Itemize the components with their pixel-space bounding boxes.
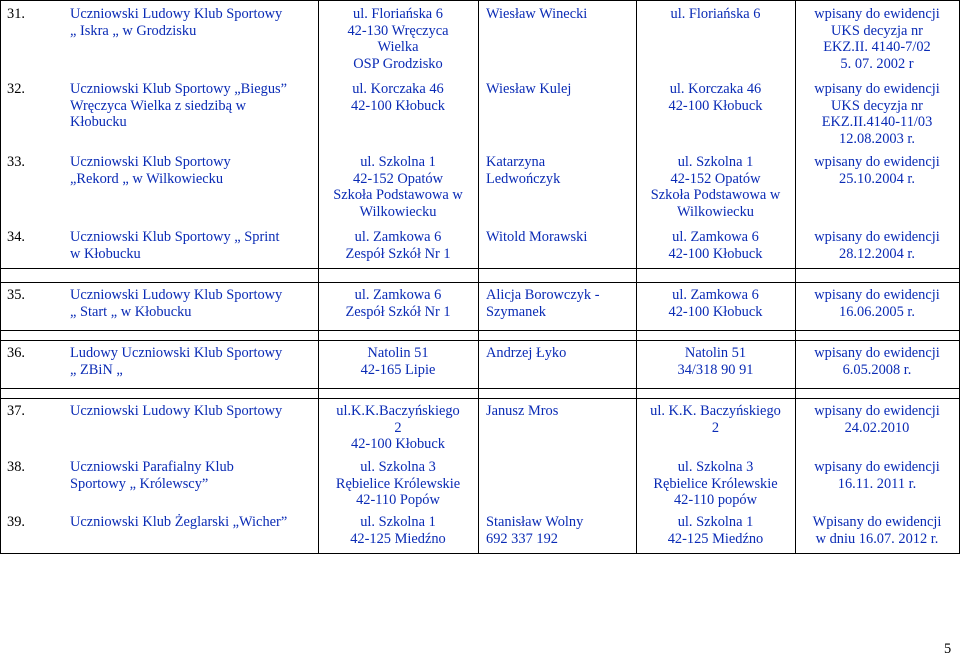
address-line: Rębielice Królewskie — [335, 475, 461, 492]
status-cell — [795, 229, 959, 262]
status-line: wpisany do ewidencji — [814, 229, 940, 245]
num-cell — [7, 81, 57, 98]
contact-line: 34/318 90 91 — [677, 361, 754, 378]
person-line: Wiesław Winecki — [486, 6, 588, 22]
table-rule — [0, 388, 960, 389]
status-line: wpisany do ewidencji — [814, 287, 940, 303]
status-cell — [795, 514, 959, 547]
num-line: 33. — [7, 154, 25, 170]
address-line: Natolin 51 — [367, 345, 429, 361]
page-number: 5 — [944, 641, 952, 657]
person-cell — [486, 154, 634, 187]
table-rule — [0, 282, 960, 283]
table-rule — [0, 268, 960, 269]
contact-cell — [636, 459, 795, 509]
table-border-left — [0, 0, 1, 553]
status-line: 6.05.2008 r. — [842, 361, 912, 378]
name-cell — [70, 459, 314, 492]
contact-cell — [636, 403, 795, 436]
num-line: 37. — [7, 403, 25, 419]
contact-line: 42-100 Kłobuck — [668, 245, 763, 262]
status-cell — [795, 287, 959, 320]
name-line: Wręczyca Wielka z siedzibą w — [70, 97, 246, 114]
address-line: 42-125 Miedźno — [350, 530, 446, 547]
contact-line: ul. K.K. Baczyńskiego — [650, 403, 781, 419]
address-line: ul. Szkolna 3 — [360, 459, 436, 475]
address-line: 42-100 Kłobuck — [351, 97, 445, 114]
contact-cell — [636, 287, 795, 320]
address-line: 42-100 Kłobuck — [351, 436, 445, 452]
contact-cell — [636, 229, 795, 262]
num-cell — [7, 514, 57, 531]
num-line: 36. — [7, 345, 25, 361]
table-rule — [0, 340, 960, 341]
person-line: Ledwończyk — [486, 170, 561, 187]
contact-line: 2 — [711, 419, 720, 436]
contact-line: ul. Zamkowa 6 — [672, 287, 759, 303]
name-cell — [70, 81, 314, 131]
address-cell — [318, 459, 478, 509]
status-cell — [795, 403, 959, 436]
person-cell — [486, 345, 634, 362]
num-cell — [7, 345, 57, 362]
num-cell — [7, 154, 57, 171]
status-cell — [795, 154, 959, 187]
contact-line: ul. Zamkowa 6 — [672, 229, 759, 245]
person-cell — [486, 81, 634, 98]
contact-cell — [636, 154, 795, 220]
status-line: EKZ.II. 4140-7/02 — [823, 39, 931, 55]
status-cell — [795, 81, 959, 147]
address-line: ul. Korczaka 46 — [352, 81, 444, 97]
name-line: Uczniowski Klub Żeglarski „Wicher” — [70, 514, 288, 530]
status-line: 12.08.2003 r. — [839, 130, 915, 147]
status-line: wpisany do ewidencji — [814, 154, 940, 170]
num-cell — [7, 459, 57, 476]
contact-line: Rębielice Królewskie — [653, 475, 778, 492]
address-line: ul. Szkolna 1 — [360, 514, 436, 530]
status-cell — [795, 459, 959, 492]
table-border-top — [0, 0, 960, 1]
address-line: ul. Szkolna 1 — [360, 154, 436, 170]
address-cell — [318, 154, 478, 220]
address-cell — [318, 6, 478, 72]
table-border-bottom — [0, 553, 960, 554]
address-cell — [318, 287, 478, 320]
person-line: Andrzej Łyko — [486, 345, 567, 361]
name-line: „ Start „ w Kłobucku — [70, 303, 192, 320]
contact-line: 42-100 Kłobuck — [668, 97, 763, 114]
status-line: UKS decyzja nr — [831, 22, 923, 39]
contact-line: Szkoła Podstawowa w — [650, 187, 781, 203]
contact-line: ul. Floriańska 6 — [670, 6, 761, 22]
status-line: 16.06.2005 r. — [839, 303, 915, 320]
person-line: Janusz Mros — [486, 403, 559, 419]
status-line: wpisany do ewidencji — [814, 6, 940, 22]
status-line: 24.02.2010 — [844, 419, 910, 436]
address-line: ul. Floriańska 6 — [353, 6, 443, 22]
person-cell — [486, 6, 634, 23]
contact-line: 42-100 Kłobuck — [668, 303, 763, 320]
num-line: 34. — [7, 229, 25, 245]
address-line: 42-130 Wręczyca — [347, 22, 449, 39]
person-cell — [486, 287, 634, 320]
status-line: w dniu 16.07. 2012 r. — [815, 530, 939, 547]
num-line: 35. — [7, 287, 25, 303]
person-line: 692 337 192 — [486, 530, 558, 547]
address-line: ul. Zamkowa 6 — [354, 229, 442, 245]
address-line: Wielka — [377, 39, 419, 55]
name-line: Uczniowski Parafialny Klub — [70, 459, 234, 475]
name-line: Ludowy Uczniowski Klub Sportowy — [70, 345, 283, 361]
status-line: UKS decyzja nr — [831, 97, 923, 114]
contact-line: ul. Szkolna 1 — [677, 514, 754, 530]
address-line: Zespół Szkół Nr 1 — [345, 245, 451, 262]
address-cell — [318, 514, 478, 547]
name-cell — [70, 6, 314, 39]
contact-line: 42-125 Miedźno — [667, 530, 764, 547]
column-divider — [478, 0, 479, 553]
status-line: EKZ.II.4140-11/03 — [821, 114, 933, 130]
status-cell — [795, 345, 959, 378]
person-line: Stanisław Wolny — [486, 514, 584, 530]
address-cell — [318, 345, 478, 378]
num-cell — [7, 6, 57, 23]
contact-cell — [636, 514, 795, 547]
address-line: 42-110 Popów — [356, 492, 440, 508]
person-line: Witold Morawski — [486, 229, 588, 245]
address-line: ul. Zamkowa 6 — [354, 287, 442, 303]
status-line: 25.10.2004 r. — [839, 170, 915, 187]
person-line: Alicja Borowczyk - — [486, 287, 600, 303]
name-cell — [70, 229, 314, 262]
person-cell — [486, 514, 634, 547]
name-line: „ ZBiN „ — [70, 361, 123, 378]
contact-line: 42-110 popów — [673, 492, 757, 508]
status-line: Wpisany do ewidencji — [812, 514, 942, 530]
name-line: w Kłobucku — [70, 245, 141, 262]
num-cell — [7, 403, 57, 420]
address-line: ul.K.K.Baczyńskiego — [336, 403, 460, 419]
num-line: 31. — [7, 6, 25, 22]
name-line: „ Iskra „ w Grodzisku — [70, 22, 197, 39]
num-line: 39. — [7, 514, 25, 530]
name-line: Uczniowski Klub Sportowy — [70, 154, 231, 170]
status-line: 28.12.2004 r. — [839, 245, 915, 262]
status-line: wpisany do ewidencji — [814, 403, 940, 419]
address-cell — [318, 81, 478, 114]
contact-line: ul. Korczaka 46 — [669, 81, 762, 97]
person-cell — [486, 403, 634, 420]
num-line: 32. — [7, 81, 25, 97]
name-cell — [70, 403, 314, 420]
name-line: Uczniowski Ludowy Klub Sportowy — [70, 403, 283, 419]
contact-line: Natolin 51 — [684, 345, 747, 361]
status-line: wpisany do ewidencji — [814, 459, 940, 475]
name-cell — [70, 287, 314, 320]
address-line: OSP Grodzisko — [353, 55, 443, 72]
address-line: Wilkowiecku — [359, 203, 437, 220]
name-line: Uczniowski Klub Sportowy „Biegus” — [70, 81, 288, 97]
num-line: 38. — [7, 459, 25, 475]
address-line: 42-152 Opatów — [353, 170, 443, 187]
contact-line: 42-152 Opatów — [670, 170, 761, 187]
address-line: 2 — [394, 419, 402, 436]
status-line: wpisany do ewidencji — [814, 345, 940, 361]
num-cell — [7, 287, 57, 304]
address-cell — [318, 403, 478, 453]
table-rule — [0, 398, 960, 399]
name-line: Kłobucku — [70, 114, 127, 130]
name-line: Sportowy „ Królewscy” — [70, 475, 209, 492]
contact-cell — [636, 81, 795, 114]
contact-line: ul. Szkolna 3 — [677, 459, 754, 475]
num-cell — [7, 229, 57, 246]
status-cell — [795, 6, 959, 72]
person-line: Szymanek — [486, 303, 546, 320]
contact-cell — [636, 6, 795, 23]
name-line: Uczniowski Ludowy Klub Sportowy — [70, 6, 283, 22]
status-line: 5. 07. 2002 r — [840, 55, 914, 72]
contact-line: ul. Szkolna 1 — [677, 154, 754, 170]
contact-cell — [636, 345, 795, 378]
status-line: 16.11. 2011 r. — [837, 475, 917, 492]
contact-line: Wilkowiecku — [677, 203, 754, 220]
person-cell — [486, 229, 634, 246]
address-cell — [318, 229, 478, 262]
name-cell — [70, 345, 314, 378]
status-line: wpisany do ewidencji — [814, 81, 940, 97]
name-cell — [70, 514, 314, 531]
name-line: „Rekord „ w Wilkowiecku — [70, 170, 224, 187]
table-rule — [0, 330, 960, 331]
name-line: Uczniowski Ludowy Klub Sportowy — [70, 287, 283, 303]
address-line: 42-165 Lipie — [360, 361, 436, 378]
person-line: Wiesław Kulej — [486, 81, 572, 97]
name-cell — [70, 154, 314, 187]
address-line: Szkoła Podstawowa w — [333, 187, 463, 203]
person-line: Katarzyna — [486, 154, 546, 170]
address-line: Zespół Szkół Nr 1 — [345, 303, 451, 320]
name-line: Uczniowski Klub Sportowy „ Sprint — [70, 229, 280, 245]
